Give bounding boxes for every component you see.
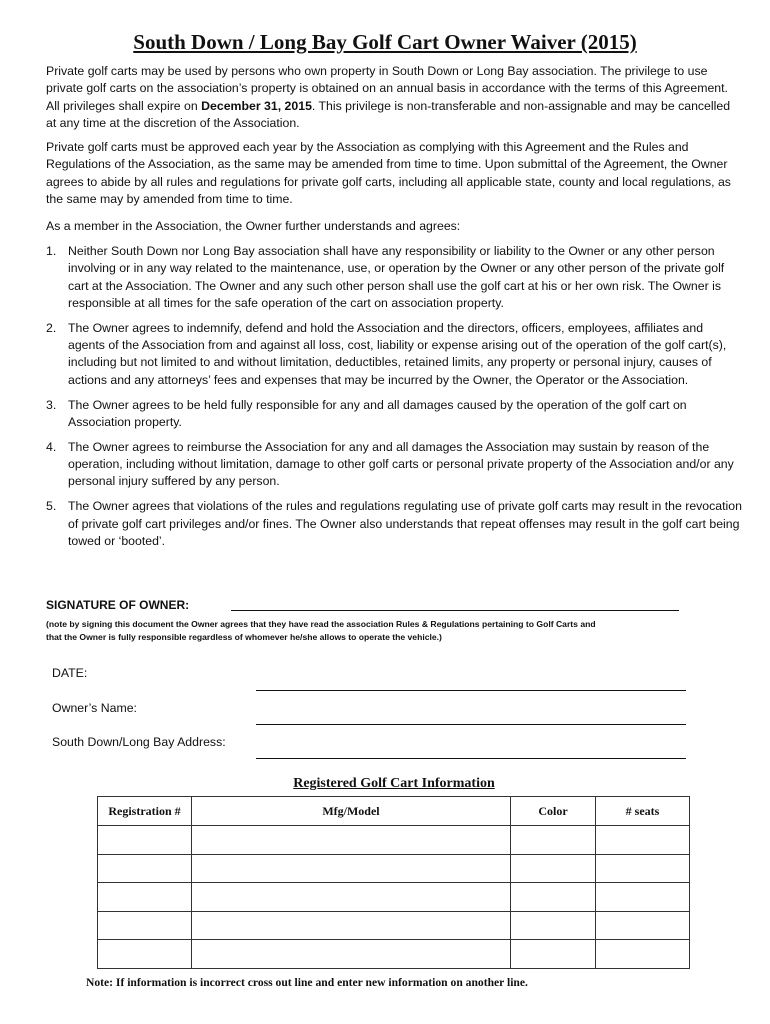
registration-heading: Registered Golf Cart Information [293, 776, 495, 791]
approval-paragraph: Private golf carts must be approved each year by the Association as complying with this Agreement and the Rules and Regulations of the Association, as the same may be amended from time to time. Upon submittal of the Agreement, the Owner agrees to abide by all rules and regulations for private golf carts, including all applicable state, county and local regulations, as the same may by amended from time to time. [46, 140, 731, 206]
item-number: 5. [46, 499, 57, 514]
seats-cell[interactable] [596, 883, 690, 912]
item-text: The Owner agrees to reimburse the Association for any and all damages the Association may sustain by reason of the operation, including without limitation, damage to other golf carts or personal private property of the Association and/or any personal injury suffered by any person. [68, 439, 734, 489]
signature-note-line2: that the Owner is fully responsible regardless of whomever he/she allows to operate the vehicle.) [46, 632, 442, 642]
table-row [98, 911, 690, 940]
column-header-registration: Registration # [98, 797, 192, 826]
color-cell[interactable] [511, 883, 596, 912]
registration-cell[interactable] [98, 911, 192, 940]
mfg-model-cell[interactable] [192, 826, 511, 855]
owner-name-label: Owner’s Name: [52, 701, 137, 715]
color-cell[interactable] [511, 940, 596, 969]
table-row [98, 940, 690, 969]
signature-line[interactable] [231, 610, 679, 611]
intro-paragraph [46, 63, 742, 132]
item-number: 1. [46, 244, 57, 258]
seats-cell[interactable] [596, 826, 690, 855]
page-title: South Down / Long Bay Golf Cart Owner Waiver (2015) [133, 30, 637, 54]
intro-text-start: Private golf carts may be used by persons who own property in South Down or Long Bay association. The privilege to use private golf carts on the association’s property is obtained on an annual basis in accordance with the terms of this Agreement. All privileges shall expire on [46, 64, 728, 113]
registration-cell[interactable] [98, 940, 192, 969]
column-header-mfg-model: Mfg/Model [192, 797, 511, 826]
item-text: The Owner agrees that violations of the rules and regulations regulating use of private golf carts may result in the revocation of private golf cart privileges and/or fines. The Owner also understands that repeat offenses may result in the golf cart being towed or ‘booted’. [68, 499, 742, 548]
seats-cell[interactable] [596, 911, 690, 940]
item-text: Neither South Down nor Long Bay association shall have any responsibility or liability to the Owner or any other person involving or in any way related to the maintenance, use, or operation by the Owner or any other person of the private golf cart at the Association. The Owner and any such other person shall use the golf cart at his or her own risk. The Owner is responsible at all times for the safe operation of the cart on association property. [68, 244, 725, 310]
color-cell[interactable] [511, 911, 596, 940]
mfg-model-cell[interactable] [192, 940, 511, 969]
address-field-line[interactable] [256, 758, 686, 759]
agreement-list [46, 243, 742, 558]
date-field-line[interactable] [256, 690, 686, 691]
table-row [98, 883, 690, 912]
member-agreement-intro: As a member in the Association, the Owner further understands and agrees: [46, 219, 461, 233]
item-number: 3. [46, 397, 57, 412]
seats-cell[interactable] [596, 940, 690, 969]
item-text: The Owner agrees to indemnify, defend and hold the Association and the directors, officers, employees, affiliates and agents of the Association from and against all loss, cost, liability or expense arising out of the operation of the golf cart(s), including but not limited to and without limitation, deductibles, retained limits, any property or personal injury, causes of actions and any attorneys’ fees and expenses that may be incurred by the Owner, the Operator or the Association. [68, 320, 727, 387]
registration-cell[interactable] [98, 826, 192, 855]
agreement-item [46, 498, 742, 550]
intro-text-end: . This privilege is non-transferable and non-assignable and may be cancelled at any time at the discretion of the Association. [46, 98, 731, 130]
expiry-date: December 31, 2015 [201, 98, 312, 113]
column-header-seats: # seats [596, 797, 690, 826]
address-label: South Down/Long Bay Address: [52, 735, 226, 749]
signature-note [46, 618, 646, 644]
color-cell[interactable] [511, 826, 596, 855]
color-cell[interactable] [511, 854, 596, 883]
item-number: 2. [46, 320, 57, 335]
seats-cell[interactable] [596, 854, 690, 883]
registration-cell[interactable] [98, 883, 192, 912]
table-row [98, 826, 690, 855]
agreement-item [46, 320, 742, 389]
registration-cell[interactable] [98, 854, 192, 883]
bottom-note: Note: If information is incorrect cross out line and enter new information on another line. [86, 976, 528, 989]
signature-label: SIGNATURE OF OWNER: [46, 598, 190, 612]
mfg-model-cell[interactable] [192, 854, 511, 883]
mfg-model-cell[interactable] [192, 911, 511, 940]
date-label: DATE: [52, 666, 88, 680]
signature-note-line1: (note by signing this document the Owner agrees that they have read the association Rules & Regulations pertaining to Golf Carts and [46, 619, 596, 629]
column-header-color: Color [511, 797, 596, 826]
item-number: 4. [46, 439, 57, 454]
mfg-model-cell[interactable] [192, 883, 511, 912]
agreement-item [46, 439, 742, 491]
agreement-item [46, 397, 742, 432]
registration-table [97, 796, 690, 969]
owner-name-field-line[interactable] [256, 724, 686, 725]
item-text: The Owner agrees to be held fully responsible for any and all damages caused by the operation of the golf cart on Association property. [68, 397, 687, 429]
table-header-row [98, 797, 690, 826]
table-row [98, 854, 690, 883]
agreement-item [46, 243, 742, 312]
